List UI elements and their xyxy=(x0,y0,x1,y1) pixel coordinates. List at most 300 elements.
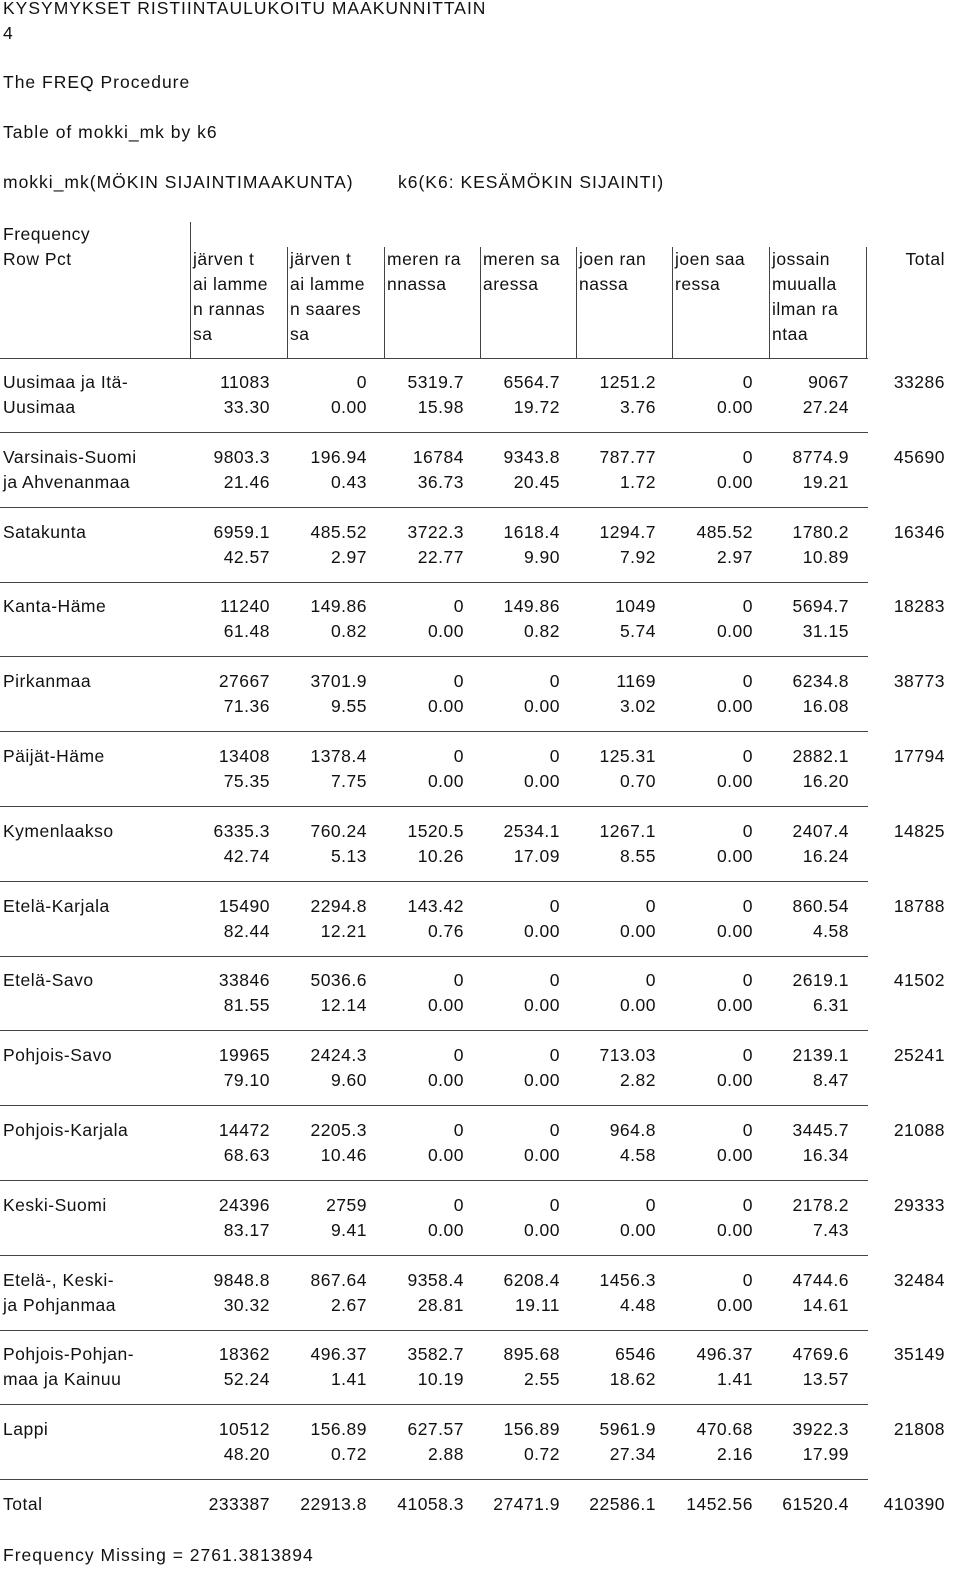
frequency-cell: 6546 xyxy=(615,1344,656,1365)
frequency-cell: 0 xyxy=(742,746,753,766)
row-pct-cell: 0.00 xyxy=(427,696,464,717)
row-label: Pirkanmaa xyxy=(3,671,92,692)
row-pct-cell: 9.90 xyxy=(523,546,560,567)
frequency-cell: 9067 xyxy=(808,372,849,392)
row-pct-cell: 75.35 xyxy=(223,771,270,791)
frequency-cell: 0 xyxy=(453,970,464,991)
frequency-cell: 0 xyxy=(742,372,753,392)
row-pct-cell: 0.00 xyxy=(523,1145,560,1165)
row-total-cell: 21088 xyxy=(893,1120,945,1140)
row-pct-cell: 0.00 xyxy=(619,995,656,1016)
row-pct-cell: 27.24 xyxy=(802,397,849,417)
frequency-cell: 867.64 xyxy=(310,1269,367,1290)
frequency-cell: 0 xyxy=(742,446,753,467)
row-pct-cell: 82.44 xyxy=(223,920,270,941)
column-header-text: sa xyxy=(193,324,213,344)
total-row-label: Total xyxy=(3,1494,43,1514)
row-pct-cell: 0.00 xyxy=(619,1219,656,1240)
frequency-cell: 1267.1 xyxy=(599,820,656,841)
total-column-header: Total xyxy=(905,249,945,269)
row-pct-cell: 19.11 xyxy=(515,1294,560,1315)
frequency-cell: 27667 xyxy=(218,671,270,692)
row-pct-cell: 4.58 xyxy=(619,1145,656,1165)
frequency-cell: 0 xyxy=(742,671,753,692)
row-pct-cell: 3.02 xyxy=(619,696,656,717)
frequency-cell: 1049 xyxy=(615,596,656,617)
row-pct-cell: 42.74 xyxy=(223,845,270,866)
row-pct-cell: 9.60 xyxy=(330,1070,367,1091)
frequency-cell: 11083 xyxy=(220,372,270,392)
column-header-text: ai lamme xyxy=(290,274,365,294)
row-pct-cell: 9.55 xyxy=(330,696,367,717)
row-total-cell: 14825 xyxy=(893,820,945,841)
row-variable-label: mokki_mk(MÖKIN SIJAINTIMAAKUNTA) xyxy=(3,172,354,192)
row-pct-cell: 7.75 xyxy=(330,771,367,791)
frequency-cell: 2424.3 xyxy=(310,1045,367,1066)
row-pct-cell: 36.73 xyxy=(417,471,464,492)
column-header-text: n saares xyxy=(290,299,362,319)
row-pct-cell: 1.72 xyxy=(619,471,656,492)
header-separator xyxy=(0,358,868,359)
frequency-cell: 627.57 xyxy=(407,1419,464,1440)
frequency-cell: 6959.1 xyxy=(213,521,270,542)
row-pct-cell: 0.43 xyxy=(330,471,367,492)
row-pct-cell: 83.17 xyxy=(223,1219,270,1240)
row-pct-cell: 7.43 xyxy=(812,1219,849,1240)
row-total-cell: 17794 xyxy=(893,746,945,766)
column-header-text: meren sa xyxy=(483,249,560,269)
frequency-cell: 156.89 xyxy=(503,1419,560,1440)
frequency-cell: 760.24 xyxy=(310,820,367,841)
row-pct-cell: 10.89 xyxy=(802,546,849,567)
frequency-cell: 0 xyxy=(453,1120,464,1140)
frequency-cell: 0 xyxy=(742,596,753,617)
row-total-cell: 45690 xyxy=(893,446,945,467)
frequency-cell: 2882.1 xyxy=(792,746,849,766)
row-pct-cell: 2.97 xyxy=(330,546,367,567)
frequency-cell: 3445.7 xyxy=(792,1120,849,1140)
frequency-cell: 2534.1 xyxy=(503,820,560,841)
column-total-cell: 41058.3 xyxy=(397,1494,464,1514)
frequency-cell: 496.37 xyxy=(696,1344,753,1365)
frequency-cell: 9803.3 xyxy=(213,446,270,467)
column-variable-label: k6(K6: KESÄMÖKIN SIJAINTI) xyxy=(398,172,665,192)
frequency-cell: 0 xyxy=(549,1194,560,1215)
frequency-cell: 9848.8 xyxy=(213,1269,270,1290)
grand-total-cell: 410390 xyxy=(883,1494,945,1514)
row-pct-cell: 0.00 xyxy=(427,995,464,1016)
frequency-cell: 0 xyxy=(549,671,560,692)
stub-header-label: Frequency xyxy=(3,224,91,244)
frequency-cell: 1169 xyxy=(616,671,656,692)
column-header-text: meren ra xyxy=(387,249,462,269)
row-pct-cell: 0.00 xyxy=(716,920,753,941)
column-total-cell: 1452.56 xyxy=(686,1494,753,1514)
frequency-cell: 1456.3 xyxy=(599,1269,656,1290)
frequency-cell: 0 xyxy=(742,820,753,841)
frequency-cell: 24396 xyxy=(218,1194,270,1215)
frequency-cell: 16784 xyxy=(412,446,464,467)
row-separator xyxy=(0,1030,868,1031)
row-pct-cell: 42.57 xyxy=(223,546,270,567)
frequency-cell: 18362 xyxy=(218,1344,270,1365)
frequency-cell: 1618.4 xyxy=(503,521,560,542)
row-pct-cell: 0.00 xyxy=(427,1219,464,1240)
row-pct-cell: 0.00 xyxy=(716,1294,753,1315)
frequency-cell: 2205.3 xyxy=(310,1120,367,1140)
row-pct-cell: 0.00 xyxy=(523,771,560,791)
header-column-divider xyxy=(190,222,191,358)
row-pct-cell: 31.15 xyxy=(802,621,849,642)
frequency-cell: 2294.8 xyxy=(310,895,367,916)
row-label: maa ja Kainuu xyxy=(3,1369,122,1390)
frequency-cell: 496.37 xyxy=(310,1344,367,1365)
row-label: ja Ahvenanmaa xyxy=(3,471,131,492)
frequency-cell: 5319.7 xyxy=(407,372,464,392)
procedure-title: The FREQ Procedure xyxy=(3,72,191,92)
row-pct-cell: 2.82 xyxy=(619,1070,656,1091)
row-separator xyxy=(0,507,868,508)
row-pct-cell: 17.09 xyxy=(513,845,560,866)
frequency-cell: 4744.6 xyxy=(792,1269,849,1290)
row-pct-cell: 0.00 xyxy=(716,696,753,717)
frequency-cell: 1378.4 xyxy=(310,746,367,766)
row-pct-cell: 15.98 xyxy=(417,397,464,417)
stub-header-label: Row Pct xyxy=(3,249,72,269)
column-header-text: ressa xyxy=(675,274,721,294)
frequency-cell: 0 xyxy=(453,671,464,692)
frequency-cell: 149.86 xyxy=(503,596,560,617)
column-header-text: nnassa xyxy=(387,274,447,294)
row-pct-cell: 19.21 xyxy=(802,471,849,492)
column-total-cell: 22586.1 xyxy=(589,1494,656,1514)
row-pct-cell: 16.08 xyxy=(802,696,849,717)
frequency-cell: 1520.5 xyxy=(407,820,464,841)
row-label: Pohjois-Pohjan- xyxy=(3,1344,135,1365)
frequency-cell: 3722.3 xyxy=(407,521,464,542)
table-title: Table of mokki_mk by k6 xyxy=(3,122,218,142)
frequency-cell: 0 xyxy=(549,1120,560,1140)
report-title: KYSYMYKSET RISTIINTAULUKOITU MAAKUNNITTAIN xyxy=(3,0,487,18)
row-pct-cell: 0.00 xyxy=(523,696,560,717)
frequency-cell: 0 xyxy=(549,895,560,916)
frequency-cell: 0 xyxy=(742,1269,753,1290)
frequency-cell: 6335.3 xyxy=(213,820,270,841)
row-pct-cell: 1.41 xyxy=(716,1369,753,1390)
frequency-cell: 9358.4 xyxy=(407,1269,464,1290)
frequency-cell: 2178.2 xyxy=(792,1194,849,1215)
frequency-cell: 0 xyxy=(453,1194,464,1215)
row-pct-cell: 0.00 xyxy=(523,920,560,941)
row-pct-cell: 2.16 xyxy=(716,1444,753,1465)
row-pct-cell: 28.81 xyxy=(417,1294,464,1315)
row-label: Varsinais-Suomi xyxy=(3,446,137,467)
row-pct-cell: 0.82 xyxy=(330,621,367,642)
row-pct-cell: 52.24 xyxy=(223,1369,270,1390)
row-pct-cell: 0.00 xyxy=(427,1070,464,1091)
frequency-cell: 2407.4 xyxy=(792,820,849,841)
frequency-cell: 0 xyxy=(742,1120,753,1140)
row-pct-cell: 0.00 xyxy=(523,1070,560,1091)
frequency-cell: 2139.1 xyxy=(792,1045,849,1066)
column-header-text: joen saa xyxy=(675,249,746,269)
frequency-cell: 6208.4 xyxy=(503,1269,560,1290)
frequency-cell: 10512 xyxy=(218,1419,270,1440)
frequency-cell: 6234.8 xyxy=(792,671,849,692)
row-pct-cell: 0.00 xyxy=(427,1145,464,1165)
row-pct-cell: 0.70 xyxy=(619,771,656,791)
row-pct-cell: 2.67 xyxy=(330,1294,367,1315)
row-separator xyxy=(0,1330,868,1331)
column-header-text: ilman ra xyxy=(772,299,839,319)
frequency-cell: 0 xyxy=(742,970,753,991)
column-header-text: ntaa xyxy=(772,324,809,344)
row-separator xyxy=(0,432,868,433)
frequency-cell: 125.31 xyxy=(599,746,656,766)
column-header-text: sa xyxy=(290,324,310,344)
row-pct-cell: 9.41 xyxy=(330,1219,367,1240)
frequency-cell: 485.52 xyxy=(310,521,367,542)
row-pct-cell: 0.00 xyxy=(716,1145,753,1165)
row-separator xyxy=(0,956,868,957)
frequency-cell: 0 xyxy=(453,596,464,617)
row-pct-cell: 0.00 xyxy=(523,995,560,1016)
frequency-cell: 0 xyxy=(645,895,656,916)
row-separator xyxy=(0,881,868,882)
row-label: Pohjois-Karjala xyxy=(3,1120,129,1140)
row-pct-cell: 2.88 xyxy=(427,1444,464,1465)
frequency-cell: 1294.7 xyxy=(599,521,656,542)
row-pct-cell: 0.00 xyxy=(427,771,464,791)
frequency-cell: 0 xyxy=(742,895,753,916)
row-label: Etelä-, Keski- xyxy=(3,1269,115,1290)
frequency-cell: 0 xyxy=(742,1194,753,1215)
row-pct-cell: 19.72 xyxy=(513,397,560,417)
row-label: Kymenlaakso xyxy=(3,820,114,841)
row-label: Uusimaa ja Itä- xyxy=(3,372,129,392)
frequency-cell: 787.77 xyxy=(599,446,656,467)
frequency-cell: 143.42 xyxy=(407,895,464,916)
frequency-cell: 0 xyxy=(549,746,560,766)
frequency-cell: 1251.2 xyxy=(599,372,656,392)
row-total-cell: 33286 xyxy=(893,372,945,392)
row-pct-cell: 27.34 xyxy=(609,1444,656,1465)
row-pct-cell: 0.72 xyxy=(523,1444,560,1465)
row-pct-cell: 2.97 xyxy=(716,546,753,567)
row-separator xyxy=(0,582,868,583)
column-header-text: aressa xyxy=(483,274,539,294)
column-total-cell: 61520.4 xyxy=(782,1494,849,1514)
row-pct-cell: 16.24 xyxy=(802,845,849,866)
header-column-divider xyxy=(672,247,673,358)
frequency-cell: 3701.9 xyxy=(310,671,367,692)
column-total-cell: 22913.8 xyxy=(300,1494,367,1514)
frequency-cell: 3922.3 xyxy=(792,1419,849,1440)
row-pct-cell: 10.26 xyxy=(417,845,464,866)
row-pct-cell: 4.48 xyxy=(619,1294,656,1315)
frequency-cell: 8774.9 xyxy=(792,446,849,467)
row-pct-cell: 0.00 xyxy=(716,771,753,791)
row-pct-cell: 8.55 xyxy=(619,845,656,866)
row-total-cell: 38773 xyxy=(893,671,945,692)
row-pct-cell: 16.34 xyxy=(802,1145,849,1165)
row-total-cell: 16346 xyxy=(893,521,945,542)
row-total-cell: 18788 xyxy=(893,895,945,916)
row-total-cell: 35149 xyxy=(893,1344,945,1365)
row-pct-cell: 1.41 xyxy=(330,1369,367,1390)
row-pct-cell: 0.00 xyxy=(716,995,753,1016)
frequency-cell: 0 xyxy=(453,1045,464,1066)
row-pct-cell: 0.00 xyxy=(619,920,656,941)
row-label: Kanta-Häme xyxy=(3,596,107,617)
column-total-cell: 27471.9 xyxy=(493,1494,560,1514)
frequency-cell: 2619.1 xyxy=(792,970,849,991)
frequency-cell: 15490 xyxy=(218,895,270,916)
row-pct-cell: 16.20 xyxy=(802,771,849,791)
frequency-cell: 0 xyxy=(549,970,560,991)
row-label: Satakunta xyxy=(3,521,87,542)
row-pct-cell: 0.00 xyxy=(716,1219,753,1240)
frequency-cell: 14472 xyxy=(218,1120,270,1140)
row-pct-cell: 0.00 xyxy=(523,1219,560,1240)
frequency-cell: 4769.6 xyxy=(792,1344,849,1365)
column-total-cell: 233387 xyxy=(208,1494,270,1514)
row-pct-cell: 12.21 xyxy=(320,920,367,941)
frequency-cell: 0 xyxy=(549,1045,560,1066)
frequency-cell: 470.68 xyxy=(696,1419,753,1440)
row-total-cell: 41502 xyxy=(893,970,945,991)
column-header-text: n rannas xyxy=(193,299,266,319)
frequency-cell: 9343.8 xyxy=(503,446,560,467)
row-label: Keski-Suomi xyxy=(3,1194,107,1215)
frequency-cell: 13408 xyxy=(218,746,270,766)
frequency-cell: 964.8 xyxy=(609,1120,656,1140)
row-pct-cell: 2.55 xyxy=(523,1369,560,1390)
frequency-cell: 0 xyxy=(645,970,656,991)
row-pct-cell: 4.58 xyxy=(812,920,849,941)
frequency-cell: 149.86 xyxy=(310,596,367,617)
row-pct-cell: 0.72 xyxy=(330,1444,367,1465)
row-total-cell: 18283 xyxy=(893,596,945,617)
column-header-text: jossain xyxy=(772,249,830,269)
page-number: 4 xyxy=(3,23,14,43)
header-column-divider xyxy=(769,247,770,358)
frequency-cell: 33846 xyxy=(218,970,270,991)
row-pct-cell: 8.47 xyxy=(812,1070,849,1091)
row-pct-cell: 13.57 xyxy=(802,1369,849,1390)
row-pct-cell: 61.48 xyxy=(223,621,270,642)
frequency-cell: 0 xyxy=(356,372,367,392)
frequency-cell: 0 xyxy=(742,1045,753,1066)
column-header-text: järven t xyxy=(193,249,255,269)
row-pct-cell: 30.32 xyxy=(223,1294,270,1315)
frequency-cell: 1780.2 xyxy=(792,521,849,542)
frequency-cell: 860.54 xyxy=(792,895,849,916)
row-separator xyxy=(0,656,868,657)
row-separator xyxy=(0,1255,868,1256)
row-total-cell: 25241 xyxy=(893,1045,945,1066)
row-separator xyxy=(0,1404,868,1405)
frequency-missing-note: Frequency Missing = 2761.3813894 xyxy=(3,1545,314,1565)
row-pct-cell: 5.74 xyxy=(619,621,656,642)
frequency-cell: 713.03 xyxy=(599,1045,656,1066)
header-column-divider xyxy=(384,247,385,358)
row-label: Lappi xyxy=(3,1419,49,1440)
frequency-cell: 196.94 xyxy=(310,446,367,467)
row-separator xyxy=(0,1105,868,1106)
row-pct-cell: 0.00 xyxy=(427,621,464,642)
row-pct-cell: 0.00 xyxy=(716,397,753,417)
row-pct-cell: 0.00 xyxy=(716,471,753,492)
row-pct-cell: 6.31 xyxy=(812,995,849,1016)
row-label: Pohjois-Savo xyxy=(3,1045,113,1066)
frequency-cell: 6564.7 xyxy=(503,372,560,392)
column-header-text: joen ran xyxy=(579,249,647,269)
frequency-cell: 485.52 xyxy=(696,521,753,542)
row-separator xyxy=(0,731,868,732)
row-pct-cell: 48.20 xyxy=(223,1444,270,1465)
header-column-divider xyxy=(287,247,288,358)
row-total-cell: 32484 xyxy=(893,1269,945,1290)
row-separator xyxy=(0,1479,868,1480)
row-pct-cell: 0.76 xyxy=(427,920,464,941)
frequency-cell: 11240 xyxy=(220,596,270,617)
frequency-cell: 2759 xyxy=(326,1194,367,1215)
row-pct-cell: 0.00 xyxy=(330,397,367,417)
row-pct-cell: 5.13 xyxy=(330,845,367,866)
row-pct-cell: 20.45 xyxy=(513,471,560,492)
row-pct-cell: 21.46 xyxy=(223,471,270,492)
frequency-cell: 5036.6 xyxy=(310,970,367,991)
row-label: Etelä-Savo xyxy=(3,970,94,991)
column-header-text: ai lamme xyxy=(193,274,268,294)
row-pct-cell: 0.82 xyxy=(523,621,560,642)
row-pct-cell: 0.00 xyxy=(716,621,753,642)
column-header-text: muualla xyxy=(772,274,837,294)
row-label: ja Pohjanmaa xyxy=(3,1294,117,1315)
row-pct-cell: 79.10 xyxy=(223,1070,270,1091)
row-separator xyxy=(0,806,868,807)
row-pct-cell: 22.77 xyxy=(417,546,464,567)
row-total-cell: 21808 xyxy=(893,1419,945,1440)
frequency-cell: 156.89 xyxy=(310,1419,367,1440)
row-pct-cell: 0.00 xyxy=(716,845,753,866)
header-column-divider xyxy=(866,247,867,358)
frequency-cell: 0 xyxy=(645,1194,656,1215)
row-pct-cell: 68.63 xyxy=(223,1145,270,1165)
row-pct-cell: 71.36 xyxy=(223,696,270,717)
frequency-cell: 3582.7 xyxy=(407,1344,464,1365)
row-pct-cell: 3.76 xyxy=(619,397,656,417)
header-column-divider xyxy=(576,247,577,358)
row-label: Etelä-Karjala xyxy=(3,895,110,916)
row-separator xyxy=(0,1180,868,1181)
header-column-divider xyxy=(480,247,481,358)
row-label: Uusimaa xyxy=(3,397,76,417)
row-pct-cell: 33.30 xyxy=(223,397,270,417)
row-pct-cell: 12.14 xyxy=(320,995,367,1016)
row-pct-cell: 17.99 xyxy=(802,1444,849,1465)
row-label: Päijät-Häme xyxy=(3,746,105,766)
column-header-text: nassa xyxy=(579,274,629,294)
row-pct-cell: 10.46 xyxy=(320,1145,367,1165)
row-pct-cell: 14.61 xyxy=(802,1294,849,1315)
frequency-cell: 5694.7 xyxy=(792,596,849,617)
row-pct-cell: 7.92 xyxy=(619,546,656,567)
frequency-cell: 0 xyxy=(453,746,464,766)
row-pct-cell: 10.19 xyxy=(417,1369,464,1390)
row-pct-cell: 81.55 xyxy=(223,995,270,1016)
